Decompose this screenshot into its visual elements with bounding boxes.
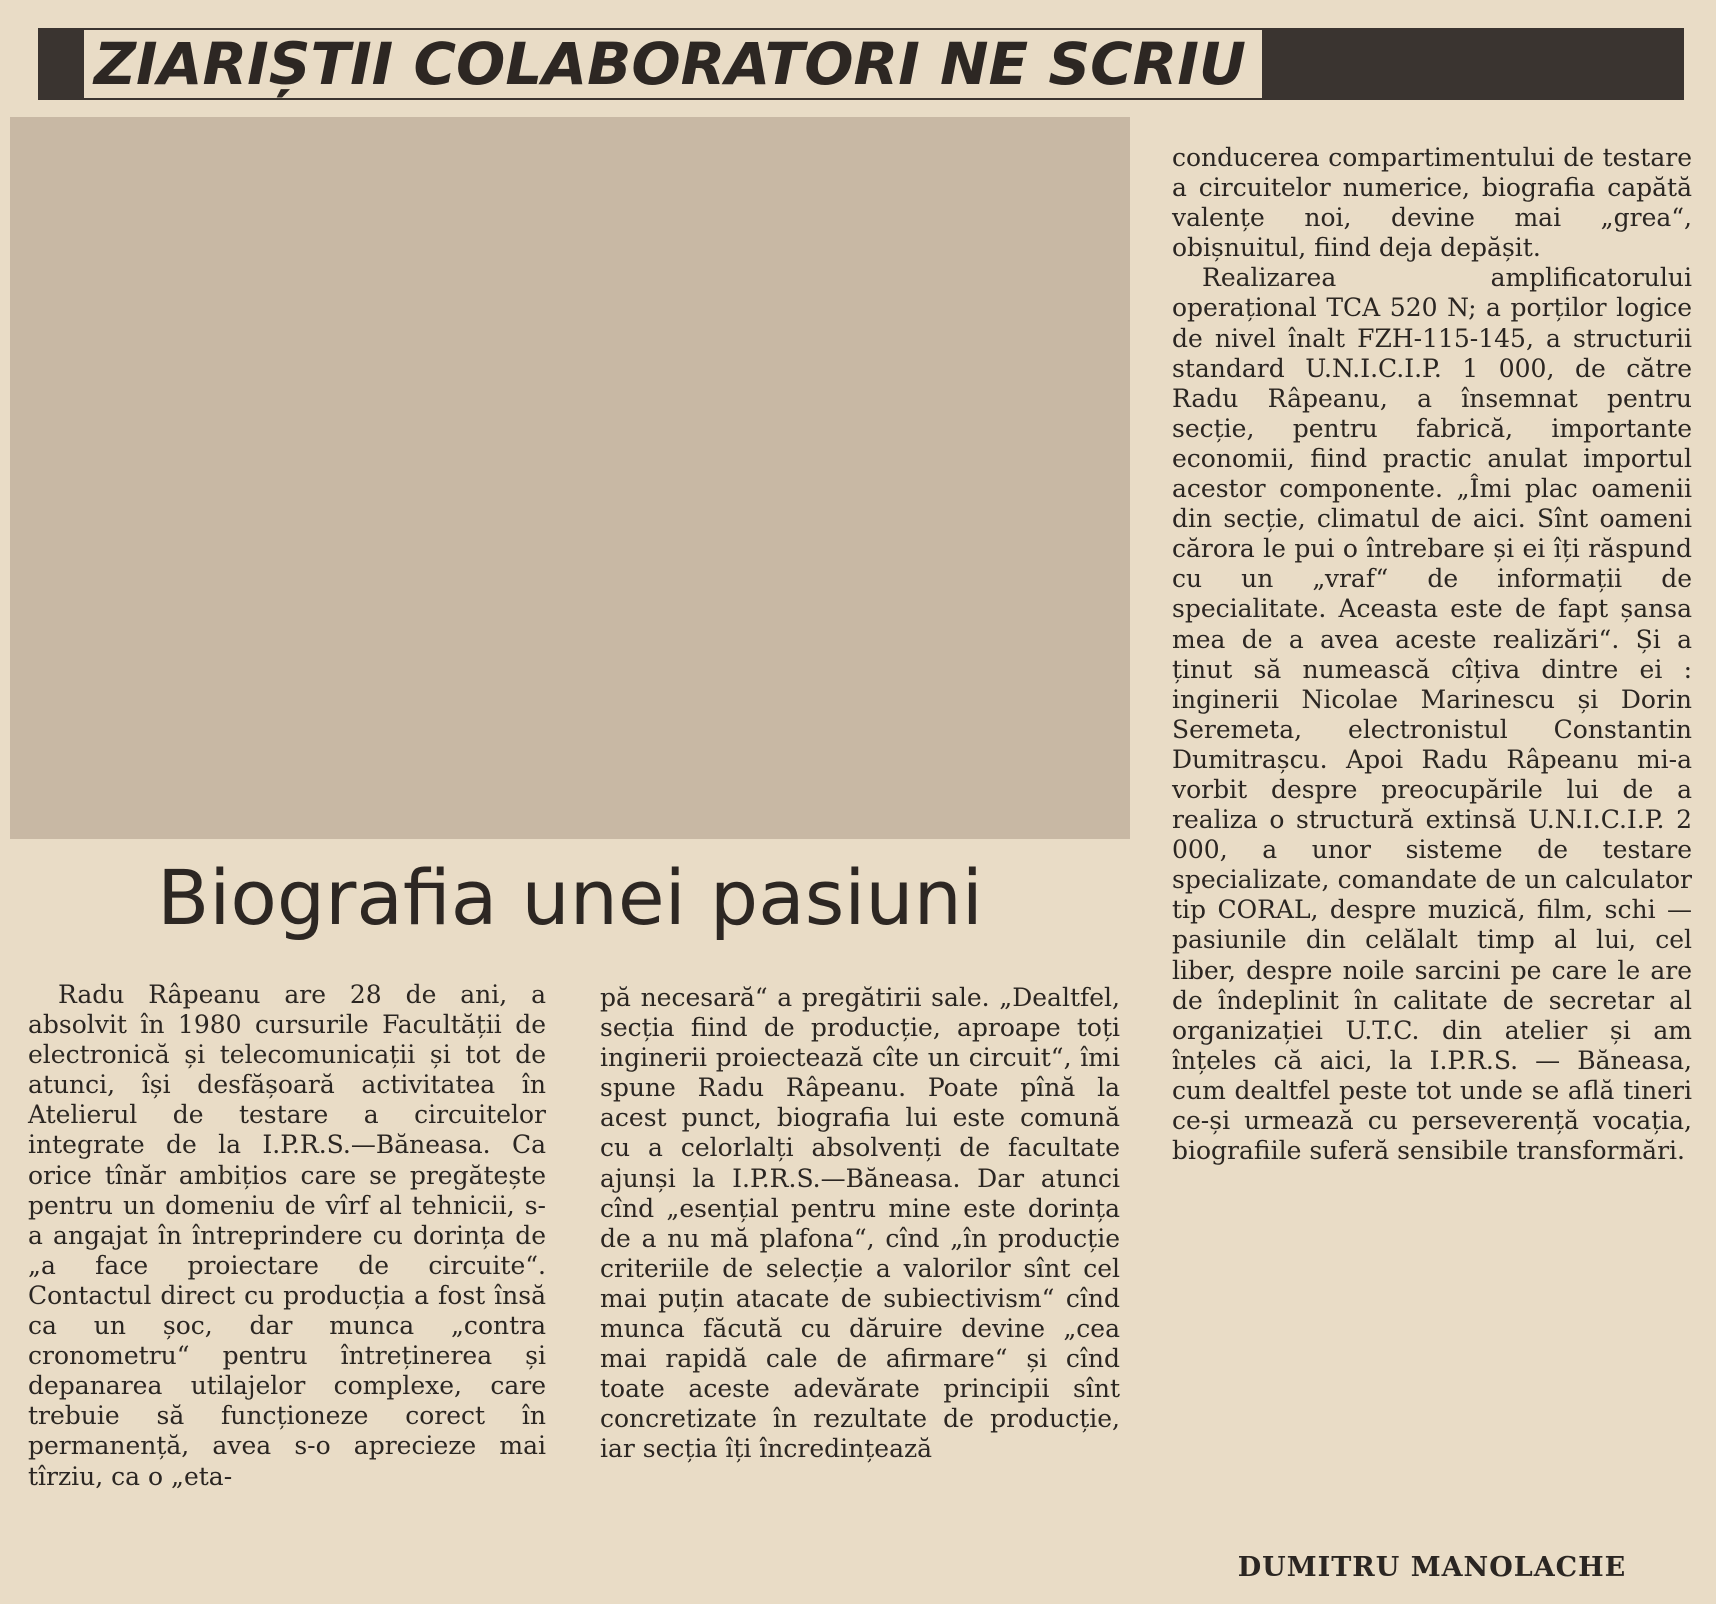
section-banner xyxy=(38,28,1684,100)
section-title: ZIARIȘTII COLABORATORI NE SCRIU xyxy=(84,30,1262,98)
article-column-2 xyxy=(600,983,1120,1465)
article-column-3 xyxy=(1172,143,1692,1166)
article-photo xyxy=(10,117,1130,839)
column-3-paragraph-1: conducerea compartimentului de testare a circuitelor numerice, biografia capătă valențe noi, devine mai „grea“, obișnuitul, fiind deja depășit. xyxy=(1172,143,1692,263)
column-3-paragraph-2: Realizarea amplificatorului operațional TCA 520 N; a porților logice de nivel înalt FZH-115-145, a structurii standard U.N.I.C.I.P. 1 000, de către Radu Râpeanu, a însemnat pentru secție, pentru fabrică, importante economii, fiind practic anulat importul acestor componente. „Îmi plac oamenii din secție, climatul de aici. Sînt oameni cărora le pui o întrebare și ei îți răspund cu un „vraf“ de informații de specialitate. Aceasta este de fapt șansa mea de a avea aceste realizări“. Și a ținut să numească cîțiva dintre ei : inginerii Nicolae Marinescu și Dorin Seremeta, electronistul Constantin Dumitrașcu. Apoi Radu Râpeanu mi-a vorbit despre preocupările lui de a realiza o structură extinsă U.N.I.C.I.P. 2 000, a unor sisteme de testare specializate, comandate de un calculator tip CORAL, despre muzică, film, schi — pasiunile din celălalt timp al lui, cel liber, despre noile sarcini pe care le are de îndeplinit în calitate de secretar al organizației U.T.C. din atelier și am înțeles că aici, la I.P.R.S. — Băneasa, cum dealtfel peste tot unde se află tineri ce-și urmează cu perseverență vocația, biografiile suferă sensibile transformări. xyxy=(1172,263,1692,1166)
article-column-1 xyxy=(28,980,546,1492)
article-headline: Biografia unei pasiuni xyxy=(157,853,983,942)
column-1-text: Radu Râpeanu are 28 de ani, a absolvit în 1980 cursurile Facultății de electronică și telecomunicații și tot de atunci, își desfășoară activitatea în Atelierul de testare a circuitelor integrate de la I.P.R.S.—Băneasa. Ca orice tînăr ambițios care se pregătește pentru un domeniu de vîrf al tehnicii, s-a angajat în întreprindere cu dorința de „a face proiectare de circuite“. Contactul direct cu producția a fost însă ca un șoc, dar munca „contra cronometru“ pentru întreținerea și depanarea utilajelor complexe, care trebuie să funcționeze corect în permanență, avea s-o aprecieze mai tîrziu, ca o „eta- xyxy=(28,980,546,1491)
column-2-text: pă necesară“ a pregătirii sale. „Dealtfel, secția fiind de producție, aproape toți inginerii proiectează cîte un circuit“, îmi spune Radu Râpeanu. Poate pînă la acest punct, biografia lui este comună cu a celorlalți absolvenți de facultate ajunși la I.P.R.S.—Băneasa. Dar atunci cînd „esențial pentru mine este dorința de a nu mă plafona“, cînd „în producție criteriile de selecție a valorilor sînt cel mai puțin atacate de subiectivism“ cînd munca făcută cu dăruire devine „cea mai rapidă cale de afirmare“ și cînd toate aceste adevărate principii sînt concretizate în rezultate de producție, iar secția îți încredințează xyxy=(600,983,1120,1464)
author-signature: DUMITRU MANOLACHE xyxy=(1237,1552,1627,1583)
